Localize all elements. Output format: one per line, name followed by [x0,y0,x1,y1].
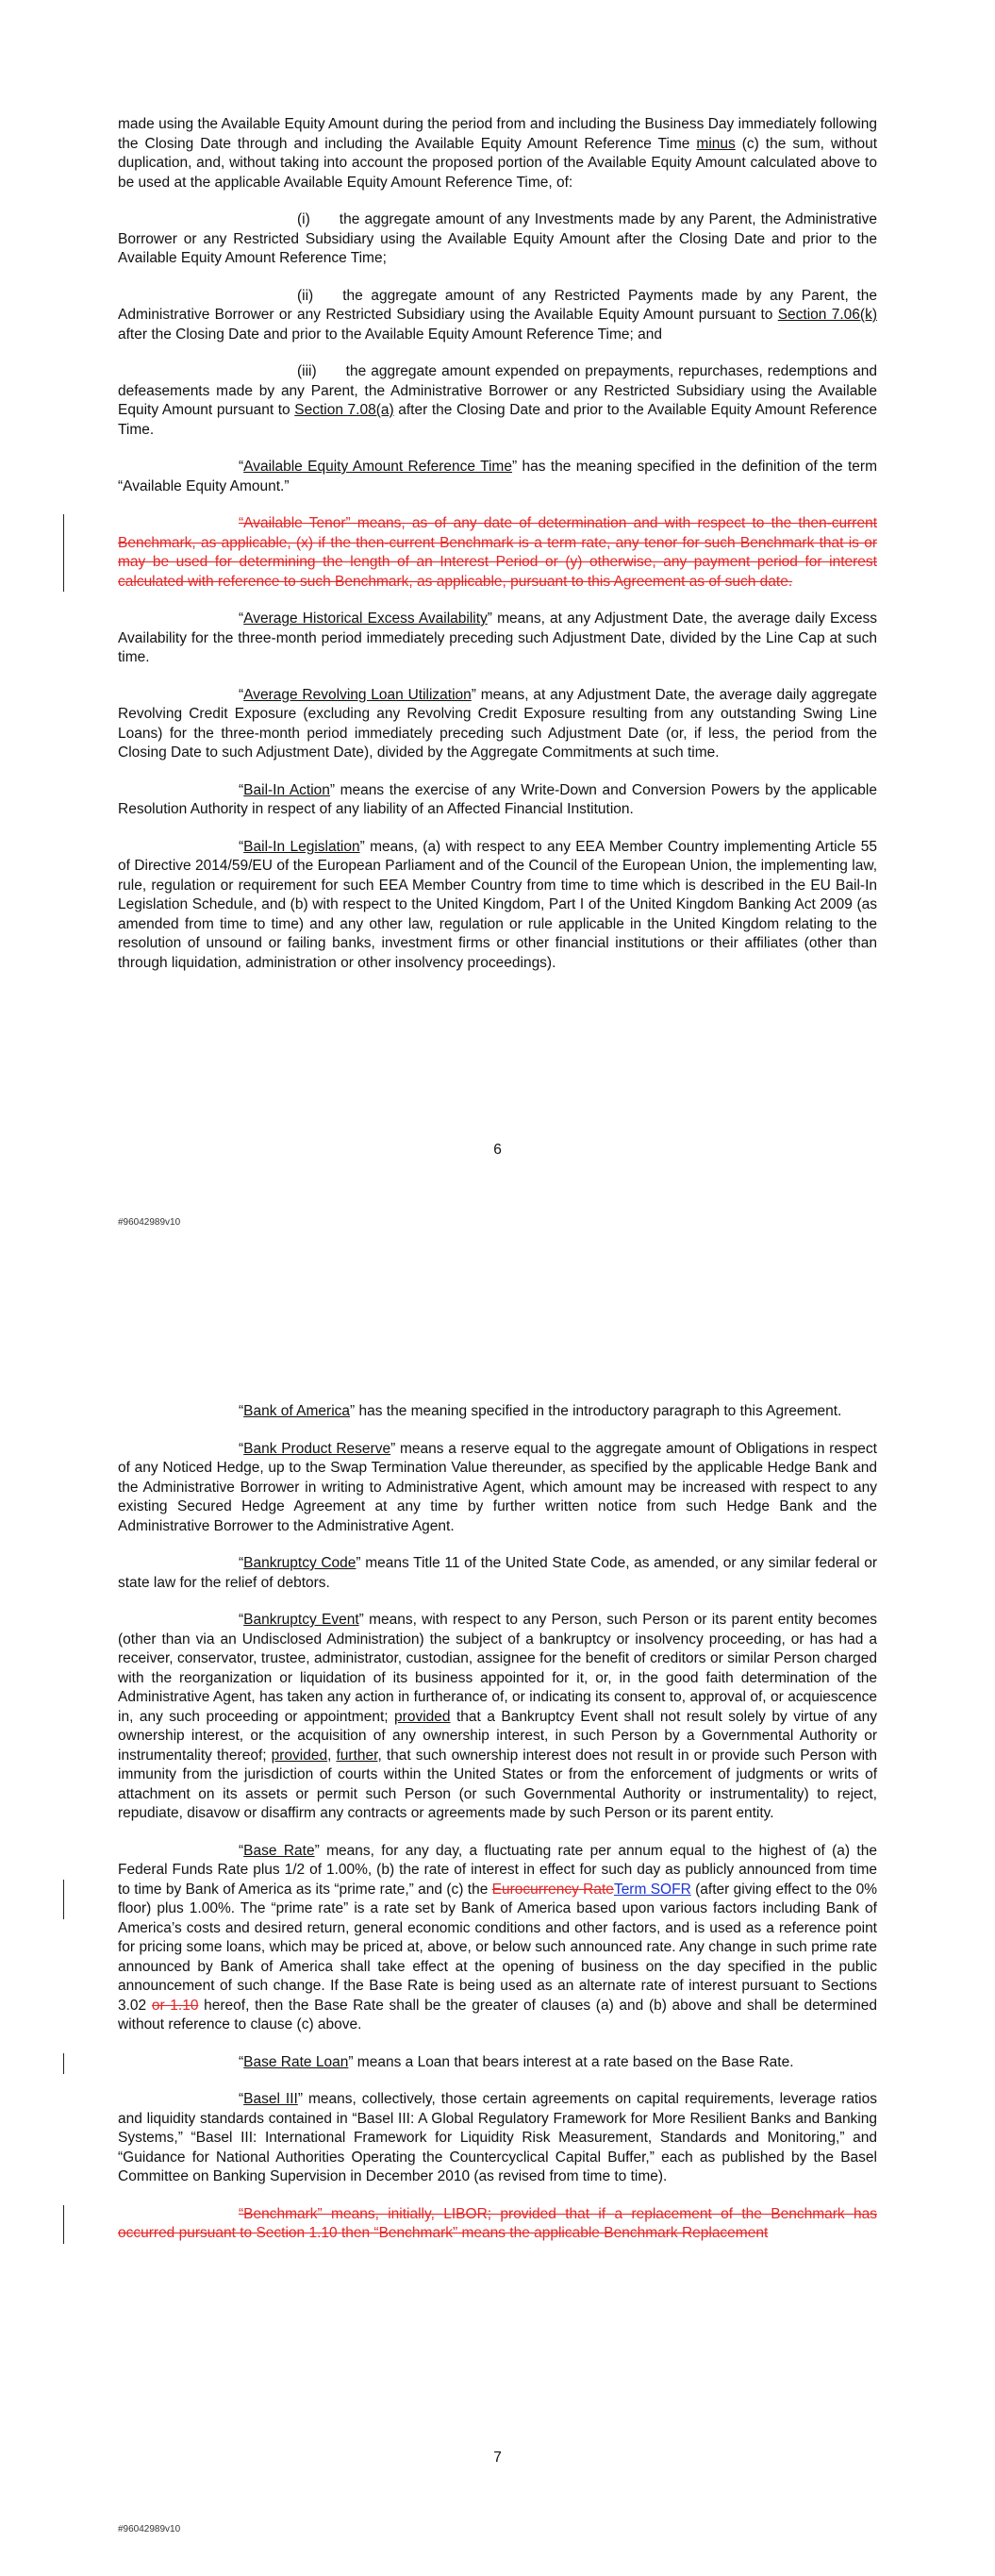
defined-term: Bankruptcy Code [243,1555,357,1571]
change-bar [63,1880,64,1919]
defined-term: Basel III [243,2091,298,2107]
definition-base-rate: “Base Rate” means, for any day, a fluctuating rate per annum equal to the highest of (a) the Federal Funds Rate plus 1/2 of 1.00%, (b) the rate of interest in effect for such day as publicly announced from time to time by Bank of America as its “prime rate,” and (c) the Eurocurrency RateTerm SOFR (after giving effect to the 0% floor) plus 1.00%. The “prime rate” is a rate set by Bank of America based upon various factors including Bank of America’s costs and desired return, general economic conditions and other factors, and is used as a reference point for pricing some loans, which may be priced at, above, or below such announced rate. Any change in such prime rate announced by Bank of America shall take effect at the opening of business on the day specified in the public announcement of such change. If the Base Rate is being used as an alternate rate of interest pursuant to Sections 3.02 or 1.10 hereof, then the Base Rate shall be the greater of clauses (a) and (b) above and shall be determined without reference to clause (c) above. [118,1842,877,2035]
section-reference: Section 7.06(k) [777,307,877,323]
clause-iii: (iii) the aggregate amount expended on prepayments, repurchases, redemptions and defeasements made by any Parent, the Administrative Borrower or any Restricted Subsidiary using the Available Equity Amount pursuant to Section 7.08(a) after the Closing Date and prior to the Available Equity Amount Reference Time. [118,363,877,438]
deleted-text: “Available Tenor” means, as of any date of determination and with respect to the then-current Benchmark, as applicable, (x) if the then-current Benchmark is a term rate, any tenor for such Benchmark that is or may be used for determining the length of an Interest Period or (y) otherwise, any payment period for interest calculated with reference to such Benchmark, as applicable, pursuant to this Agreement as of such date. [118,515,877,590]
defined-term: Available Equity Amount Reference Time [243,459,512,475]
page-number: 6 [493,1142,502,1158]
defined-term: Average Historical Excess Availability [243,611,488,627]
definition-bank-of-america: “Bank of America” has the meaning specified in the introductory paragraph to this Agreement. [239,1403,842,1419]
page-number: 7 [493,2450,502,2466]
definition-bankruptcy-code: “Bankruptcy Code” means Title 11 of the United State Code, as amended, or any similar federal or state law for the relief of debtors. [118,1555,877,1591]
clause-i: (i) the aggregate amount of any Investments made by any Parent, the Administrative Borrower or any Restricted Subsidiary using the Available Equity Amount after the Closing Date and prior to the Available Equity Amount Reference Time; [118,211,877,266]
change-bar [63,2053,64,2074]
clause-ii: (ii) the aggregate amount of any Restricted Payments made by any Parent, the Administrative Borrower or any Restricted Subsidiary using the Available Equity Amount pursuant to Section 7.06(k) after the Closing Date and prior to the Available Equity Amount Reference Time; and [118,287,877,343]
document-footer-id: #96042989v10 [118,1217,181,1228]
definition-bankruptcy-event: “Bankruptcy Event” means, with respect to any Person, such Person or its parent entity becomes (other than via an Undisclosed Administration) the subject of a bankruptcy or insolvency proceeding, or has had a receiver, conservator, trustee, administrator, custodian, assignee for the benefit of creditors or similar Person charged with the reorganization or liquidation of its business appointed for it, or, in the good faith determination of the Administrative Agent, has taken any action in furtherance of, or indicating its consent to, approval of, or acquiescence in, any such proceeding or appointment; provided that a Bankruptcy Event shall not result solely by virtue of any ownership interest, or the acquisition of any ownership interest, in such Person by a Governmental Authority or instrumentality thereof; provided, further, that such ownership interest does not result in or provide such Person with immunity from the jurisdiction of courts within the United States or from the enforcement of judgments or writs of attachment on its assets or permit such Person (or such Governmental Authority or instrumentality) to reject, repudiate, disavow or disaffirm any contracts or agreements made by such Person or its parent entity. [118,1612,877,1821]
definition-base-rate-loan: “Base Rate Loan” means a Loan that bears interest at a rate based on the Base Rate. [239,2053,794,2070]
section-reference: Section 7.08(a) [294,402,394,418]
available-equity-continuation: made using the Available Equity Amount during the period from and including the Business Day immediately following the Closing Date through and including the Available Equity Amount Reference Time minus (c) the sum, without duplication, and, without taking into account the proposed portion of the Available Equity Amount calculated above to be used at the applicable Available Equity Amount Reference Time, of: [118,116,878,191]
definition-average-revolving-loan-utilization: “Average Revolving Loan Utilization” means, at any Adjustment Date, the average daily aggregate Revolving Credit Exposure (excluding any Revolving Credit Exposure resulting from any outstanding Swing Line Loans) for the three-month period immediately preceding such Adjustment Date (or, if less, the period from the Closing Date to such Adjustment Date), divided by the Aggregate Commitments at such time. [118,686,877,761]
page-6-body [118,115,877,973]
definition-available-equity-amount-reference-time: “Available Equity Amount Reference Time” has the meaning specified in the definition of the term “Available Equity Amount.” [118,459,877,494]
definition-bail-in-legislation: “Bail-In Legislation” means, (a) with respect to any EEA Member Country implementing Article 55 of Directive 2014/59/EU of the European Parliament and of the Council of the European Union, the implementing law, rule, regulation or requirement for such EEA Member Country from time to time which is described in the EU Bail-In Legislation Schedule, and (b) with respect to the United Kingdom, Part I of the United Kingdom Banking Act 2009 (as amended from time to time) and any other law, regulation or rule applicable in the United Kingdom relating to the resolution of unsound or failing banks, investment firms or other financial institutions or their affiliates (other than through liquidation, administration or other insolvency proceedings). [118,838,877,971]
document-footer-id: #96042989v10 [118,2524,181,2534]
defined-term: Average Revolving Loan Utilization [243,686,472,703]
defined-term: Bankruptcy Event [243,1612,359,1628]
defined-term: Bail-In Legislation [243,838,360,855]
definition-bank-product-reserve: “Bank Product Reserve” means a reserve equal to the aggregate amount of Obligations in respect of any Noticed Hedge, up to the Swap Termination Value thereunder, as specified by the applicable Hedge Bank and the Administrative Borrower in writing to Administrative Agent, which amount may be increased with respect to any existing Secured Hedge Agreement at any time by further written notice from such Hedge Bank and the Administrative Borrower to the Administrative Agent. [118,1440,877,1534]
defined-term: Base Rate [243,1842,315,1859]
page-7-body [118,1402,877,2244]
deleted-definition-benchmark [118,2205,877,2244]
deleted-text: or 1.10 [151,1997,199,2014]
deleted-text: Eurocurrency Rate [491,1881,614,1898]
change-bar [63,514,64,592]
page-7 [0,1302,995,2576]
deleted-definition-available-tenor [118,514,877,592]
defined-term: Bank of America [243,1403,351,1419]
defined-term: Bail-In Action [243,781,330,798]
definition-bail-in-action: “Bail-In Action” means the exercise of any Write-Down and Conversion Powers by the applicable Resolution Authority in respect of any liability of an Affected Financial Institution. [118,781,877,817]
deleted-text: “Benchmark” means, initially, LIBOR; provided that if a replacement of the Benchmark has occurred pursuant to Section 1.10 then “Benchmark” means the applicable Benchmark Replacement [118,2205,877,2241]
defined-term: Bank Product Reserve [243,1440,391,1457]
definition-average-historical-excess-availability: “Average Historical Excess Availability” means, at any Adjustment Date, the average daily Excess Availability for the three-month period immediately preceding such Adjustment Date, divided by the Line Cap at such time. [118,611,877,665]
definition-basel-iii: “Basel III” means, collectively, those certain agreements on capital requirements, leverage ratios and liquidity standards contained in “Basel III: A Global Regulatory Framework for More Resilient Banks and Banking Systems,” “Basel III: International Framework for Liquidity Risk Measurement, Standards and Monitoring,” and “Guidance for National Authorities Operating the Countercyclical Capital Buffer,” each as published by the Basel Committee on Banking Supervision in December 2010 (as revised from time to time). [118,2091,877,2184]
defined-term: Base Rate Loan [243,2053,349,2070]
inserted-text: Term SOFR [613,1881,691,1898]
change-bar [63,2205,64,2244]
